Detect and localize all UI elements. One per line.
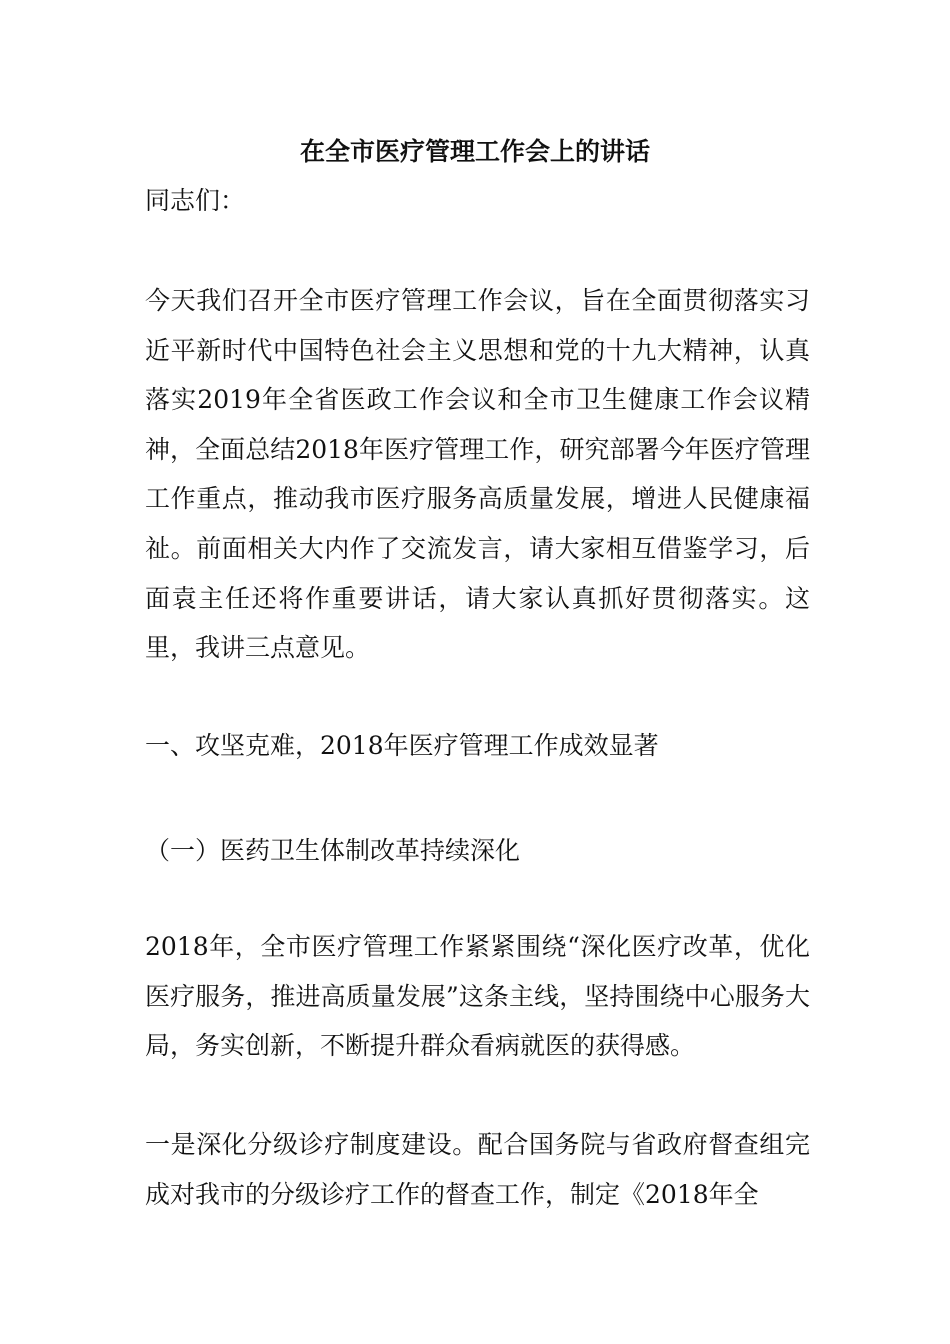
paragraph-reform: 2018年，全市医疗管理工作紧紧围绕“深化医疗改革，优化医疗服务，推进高质量发展”这条主线，坚持围绕中心服务大局，务实创新，不断提升群众看病就医的获得感。 [145,932,810,1061]
greeting: 同志们： [145,186,246,215]
section-heading-1: 一、攻坚克难，2018年医疗管理工作成效显著 [145,731,659,760]
subsection-heading-1: （一）医药卫生体制改革持续深化 [145,836,521,865]
paragraph-intro: 今天我们召开全市医疗管理工作会议，旨在全面贯彻落实习近平新时代中国特色社会主义思想和党的十九大精神，认真落实2019年全省医政工作会议和全市卫生健康工作会议精神，全面总结2018年医疗管理工作，研究部署今年医疗管理工作重点，推动我市医疗服务高质量发展，增进人民健康福祉。前面相关大内作了交流发言，请大家相互借鉴学习，后面袁主任还将作重要讲话，请大家认真抓好贯彻落实。这里，我讲三点意见。 [145,286,810,663]
document-title: 在全市医疗管理工作会上的讲话 [299,137,650,166]
paragraph-tiered-care: 一是深化分级诊疗制度建设。配合国务院与省政府督查组完成对我市的分级诊疗工作的督查工作，制定《2018年全 [145,1130,810,1209]
